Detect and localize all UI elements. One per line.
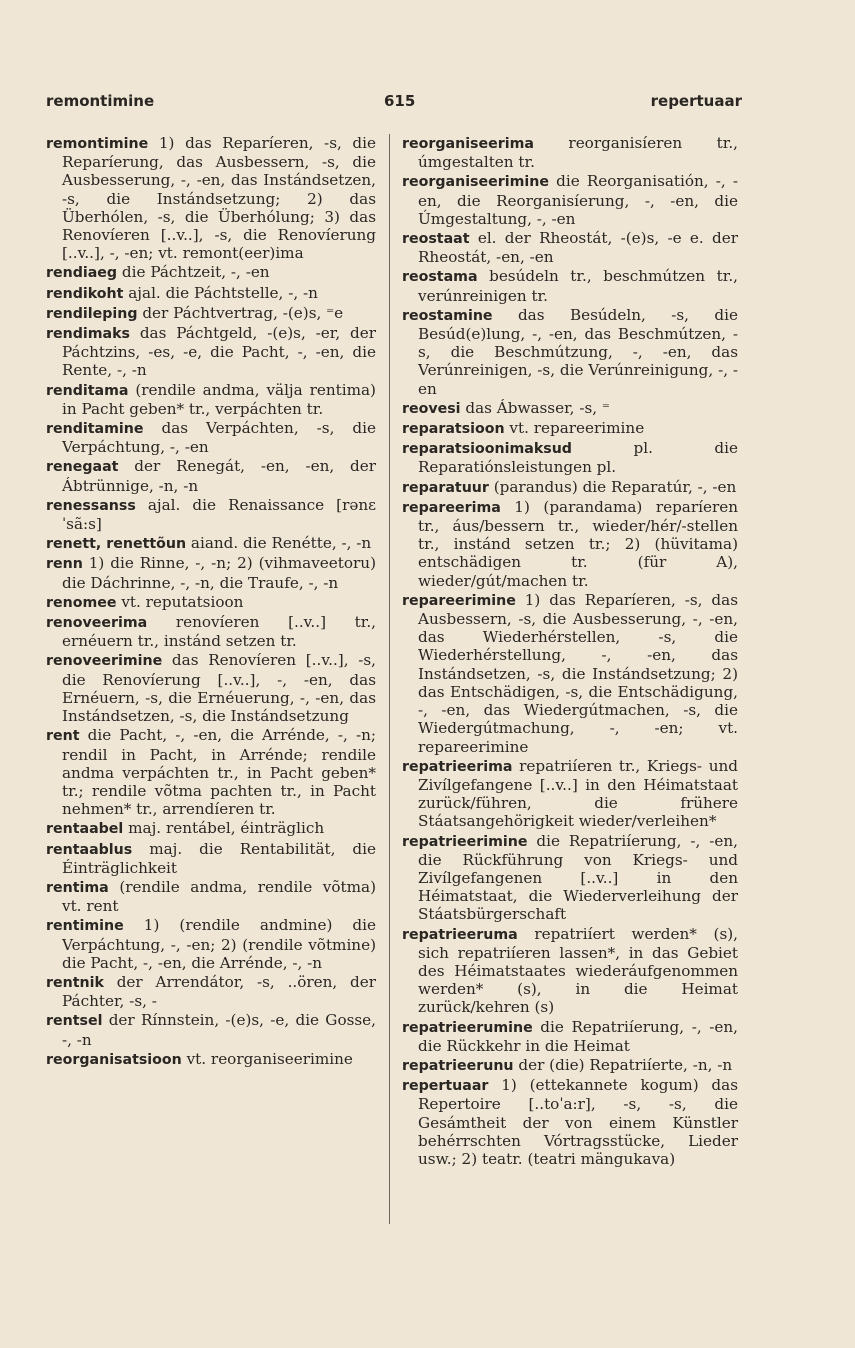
entry-definition: die Pacht, -, -en, die Arrénde, -, -n; rendil in Pacht, in Arrénde; rendile andma verpáchten tr., in Pacht geben* tr.; rendile võtma pachten tr., in Pacht nehmen* tr., arrendíeren tr. [62,726,376,819]
dictionary-entry [46,878,376,915]
entry-headword: reparatsioonimaksud [402,441,572,458]
entry-headword: repertuaar [402,1078,489,1095]
dictionary-entry [402,399,738,418]
entry-headword: reorganiseerimine [402,174,549,191]
dictionary-entry [402,498,738,590]
entry-definition: vt. reorganiseerimine [181,1049,353,1068]
dictionary-entry [402,832,738,924]
entry-headword: rentsel [46,1013,103,1030]
entry-headword: reostama [402,269,478,286]
dictionary-entry [46,554,376,591]
right-column [402,134,738,1169]
entry-definition: ajal. die Páchtstelle, -, -n [123,283,318,302]
entry-definition: der Páchtvertrag, -(e)s, ⁼e [137,303,344,322]
entry-headword: renegaat [46,459,119,476]
entry-definition: das Besúdeln, -s, die Besúd(e)lung, -, -en, das Beschmútzen, -s, die Beschmútzung, -, -en, das Verúnreinigen, -s, die Verúnreinigung, -, -en [418,305,738,398]
entry-definition: reorganisíeren tr., úmgestalten tr. [418,134,738,172]
dictionary-entry [402,439,738,476]
dictionary-entry [46,419,376,456]
header-last-entry: repertuaar [650,92,742,110]
entry-definition: der (die) Repatriíerte, -n, -n [513,1055,733,1074]
entry-headword: reostamine [402,307,493,324]
entry-definition: das Renovíeren [..v..], -s, die Renovíerung [..v..], -, -en, das Ernéuern, -s, die Ernéuerung, -, -en, das Instándsetzen, -s, die Instándsetzung [62,651,376,726]
running-header [46,92,742,112]
entry-headword: repatrieerimine [402,833,528,850]
entry-definition: die Repatriíerung, -, -en, die Rückführung von Kriegs- und Zivílgefangenen [..v..] in den Héimatstaat, die Wiederverleihung der Stáatsbürgerschaft [418,831,738,924]
entry-definition: vt. reputatsioon [116,592,244,611]
entry-definition: renovíeren [..v..] tr., ernéuern tr., instánd setzen tr. [62,613,376,651]
entry-definition: 1) (ettekannete kogum) das Repertoire [..toˈa:r], -s, -s, die Gesámtheit der von einem Künstler behérrschten Vórtragsstücke, Lieder usw.; 2) teatr. (teatri mängukava) [418,1076,738,1168]
dictionary-entry [402,591,738,756]
entry-headword: reparatsioon [402,421,505,438]
dictionary-entry [46,263,376,282]
entry-definition: maj. rentábel, éinträglich [123,819,325,838]
entry-headword: rentaabel [46,821,124,838]
dictionary-entry [402,267,738,304]
entry-headword: reorganisatsioon [46,1051,182,1068]
entry-headword: reostaat [402,231,470,248]
entry-headword: rent [46,728,80,745]
entry-headword: repareerima [402,499,501,516]
entry-definition: ajal. die Renaissance [rənɛˈsã:s] [62,495,376,534]
entry-headword: renoveerima [46,615,148,632]
page-number: 615 [384,92,416,110]
dictionary-entry [402,1056,738,1075]
entry-definition: 1) die Rinne, -, -n; 2) (vihmaveetoru) die Dáchrinne, -, -n, die Traufe, -, -n [62,554,376,592]
dictionary-entry [402,925,738,1017]
dictionary-entry [46,613,376,650]
column-divider [389,134,390,1224]
dictionary-entry [46,973,376,1010]
entry-headword: repatrieerunu [402,1057,514,1074]
dictionary-entry [46,304,376,323]
entry-headword: rendikoht [46,285,124,302]
dictionary-entry [46,819,376,838]
dictionary-entry [402,134,738,171]
dictionary-entry [402,1018,738,1055]
entry-definition: repatriíeren tr., Kriegs- und Zivílgefangene [..v..] in den Héimatstaat zurück/führen, die frühere Stáatsangehörigkeit wieder/verleihen* [418,756,738,831]
dictionary-entry [46,726,376,818]
entry-headword: renett, renettõun [46,536,187,553]
entry-definition: die Repatriíerung, -, -en, die Rückkehr in die Heimat [418,1017,738,1055]
entry-definition: vt. repareerimine [504,419,645,438]
dictionary-entry [46,651,376,725]
entry-headword: remontimine [46,136,149,152]
entry-headword: renoveerimine [46,653,163,670]
entry-definition: der Rínnstein, -(e)s, -e, die Gosse, -, -n [62,1011,376,1049]
dictionary-entry [46,457,376,494]
entry-definition: 1) das Reparíeren, -s, das Ausbessern, -s, die Ausbesserung, -, -en, das Wiederhérstellen, -s, die Wiederhérstellung, -, -en, das Instándsetzen, -s, die Instándsetzung; 2) das Entschädigen, -s, die Entschädigung, -, -en, das Wiedergútmachen, -s, die Wiedergútmachung, -, -en; vt. repareerimine [418,590,738,756]
dictionary-entry [402,1076,738,1168]
dictionary-entry [46,916,376,972]
dictionary-entry [402,478,738,497]
header-first-entry: remontimine [46,92,155,110]
entry-headword: rentima [46,879,109,896]
entry-definition: der Renegát, -en, -en, der Ábtrünnige, -n, -n [62,457,376,495]
entry-definition: aiand. die Renétte, -, -n [186,534,372,553]
entry-headword: repareerimine [402,592,516,609]
entry-definition: besúdeln tr., beschmútzen tr., verúnreinigen tr. [418,267,738,305]
entry-headword: renomee [46,594,117,611]
dictionary-entry [46,1050,376,1069]
dictionary-entry [402,172,738,228]
entry-headword: renn [46,556,83,573]
entry-definition: das Ábwasser, -s, ⁼ [460,398,610,417]
entry-definition: pl. die Reparatiónsleistungen pl. [418,439,738,477]
dictionary-entry [402,419,738,438]
entry-definition: el. der Rheostát, -(e)s, -e e. der Rheostát, -en, -en [418,229,738,267]
entry-headword: reorganiseerima [402,136,534,152]
entry-definition: 1) (parandama) reparíeren tr., áus/bessern tr., wieder/hér/-stellen tr., instánd setzen tr.; 2) (hüvitama) entschädigen tr. (für A), wieder/gút/machen tr. [418,497,738,590]
dictionary-entry [46,381,376,418]
dictionary-entry [46,134,376,262]
entry-definition: 1) (rendile andmine) die Verpáchtung, -, -en; 2) (rendile võtmine) die Pacht, -, -en, die Arrénde, -, -n [62,916,376,972]
dictionary-entry [46,496,376,533]
entry-definition: das Verpáchten, -s, die Verpáchtung, -, -en [62,419,376,457]
entry-definition: 1) das Reparíeren, -s, die Reparíerung, das Ausbessern, -s, die Ausbesserung, -, -en, das Instándsetzen, -s, die Instándsetzung; 2) das Überhólen, -s, die Überhólung; 3) das Renovíeren [..v..], -s, die Renovíerung [..v..], -, -en; vt. remont(eer)ima [62,134,376,263]
entry-definition: der Arrendátor, -s, ..ören, der Páchter, -s, - [62,972,376,1011]
entry-definition: das Páchtgeld, -(e)s, -er, der Páchtzins, -es, -e, die Pacht, -, -en, die Rente, -, -n [62,324,376,380]
left-column [46,134,376,1070]
entry-headword: rendiaeg [46,265,118,282]
entry-definition: (parandus) die Reparatúr, -, -en [488,477,737,496]
entry-headword: reovesi [402,400,461,417]
entry-headword: rendileping [46,305,138,322]
entry-headword: renditama [46,382,129,399]
entry-headword: reparatuur [402,479,489,496]
dictionary-entry [46,534,376,553]
dictionary-entry [402,229,738,266]
entry-headword: rentimine [46,918,124,935]
entry-headword: repatrieeruma [402,926,518,943]
entry-definition: die Reorganisatión, -, -en, die Reorganisíerung, -, -en, die Úmgestaltung, -, -en [418,172,738,228]
entry-definition: (rendile andma, välja rentima) in Pacht geben* tr., verpáchten tr. [62,380,376,418]
dictionary-entry [402,306,738,398]
entry-definition: (rendile andma, rendile võtma) vt. rent [62,877,376,916]
dictionary-entry [46,284,376,303]
dictionary-entry [46,593,376,612]
dictionary-entry [46,1011,376,1048]
dictionary-entry [46,324,376,380]
dictionary-entry [402,757,738,831]
entry-definition: maj. die Rentabilität, die Éinträglichkeit [62,839,376,877]
entry-headword: repatrieerumine [402,1019,533,1036]
entry-headword: renditamine [46,421,144,438]
entry-headword: rendimaks [46,326,130,343]
entry-definition: repatriíert werden* (s), sich repatriíeren lassen*, in das Gebiet des Héimatstaates wiederáufgenommen werden* (s), in die Heimat zurück/kehren (s) [418,924,738,1017]
entry-definition: die Páchtzeit, -, -en [117,263,270,282]
dictionary-entry [46,840,376,877]
entry-headword: renessanss [46,497,136,514]
entry-headword: rentaablus [46,841,133,858]
entry-headword: repatrieerima [402,758,513,775]
entry-headword: rentnik [46,974,104,991]
